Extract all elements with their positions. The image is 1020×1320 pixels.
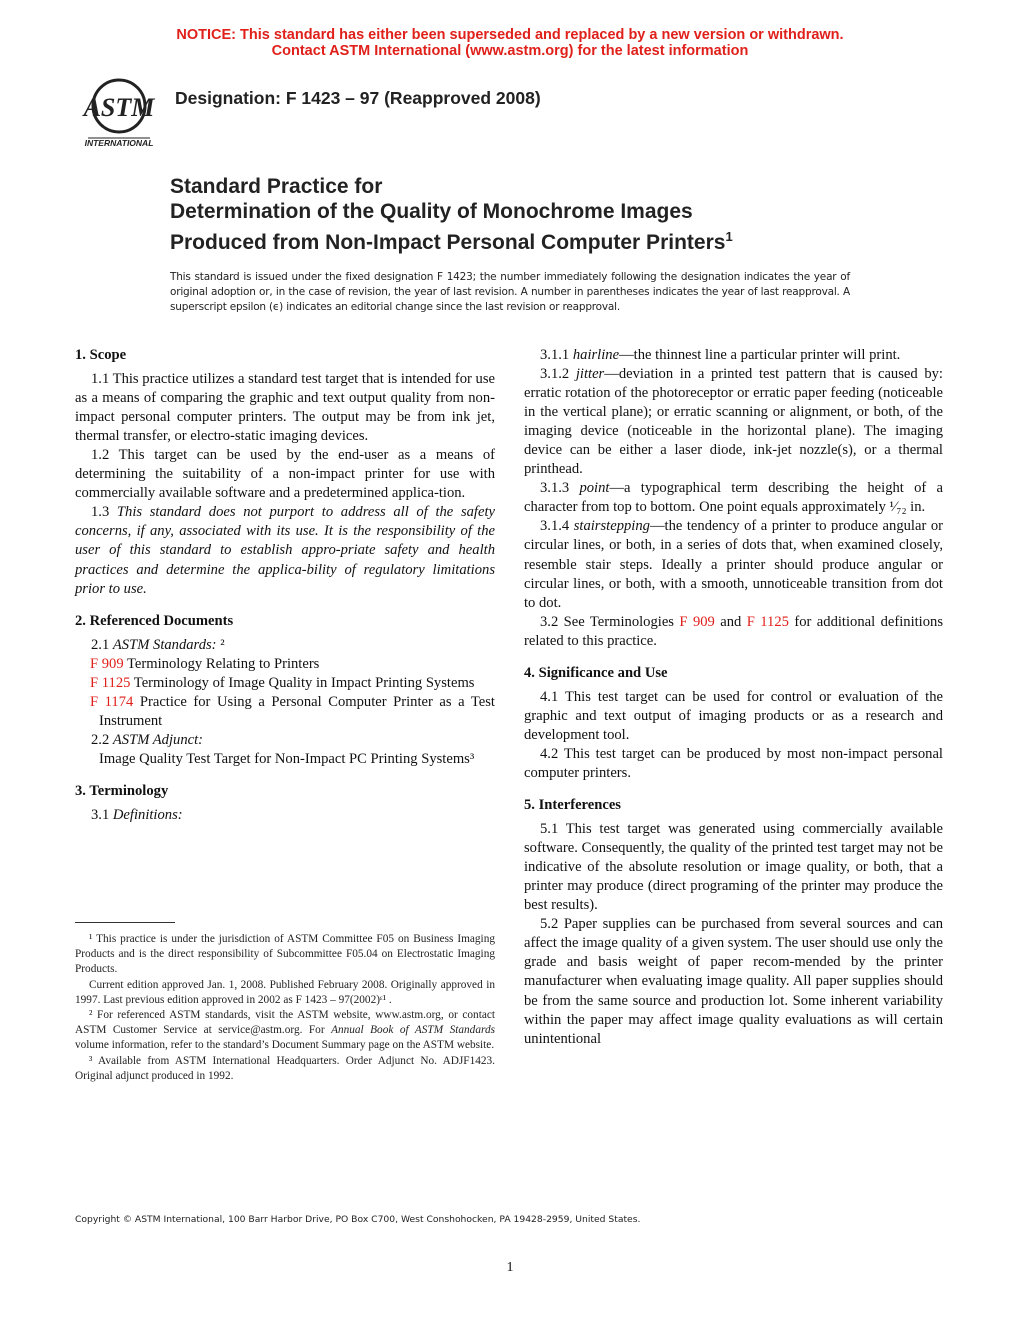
paragraph xyxy=(524,820,943,915)
title-line-1: Standard Practice for xyxy=(170,175,383,198)
text-span: ASTM Adjunct: xyxy=(112,731,204,748)
svg-text:ASTM: ASTM xyxy=(83,93,155,122)
paragraph xyxy=(75,1054,495,1084)
notice-line-2: Contact ASTM International (www.astm.org) for the latest information xyxy=(271,43,749,59)
page-number: 1 xyxy=(506,1260,514,1275)
text-span: Definitions: xyxy=(112,807,183,824)
notice-banner xyxy=(0,27,1020,59)
paragraph xyxy=(524,915,943,1048)
text-span: jitter xyxy=(575,366,605,383)
text-span: 2.2 xyxy=(91,731,113,748)
text-span: 1.3 xyxy=(91,504,117,521)
paragraph xyxy=(75,750,495,769)
paragraph xyxy=(524,365,943,479)
paragraph xyxy=(524,613,943,651)
left-column xyxy=(75,346,495,825)
reference-item xyxy=(75,693,495,731)
text-span: 5.1 This test target was generated using commercially available software. Consequently, the quality of the printed test target may not be indicative of the absolute resolution or image quality, or both, that a printer may produce (direct programing of the printer may produce the best results). xyxy=(524,821,943,914)
text-span: 5.2 Paper supplies can be purchased from several sources and can affect the image quality of a given system. The user should use only the grade and basis weight of paper recom-mended by the printer manufacturer when evaluating image quality. All paper supplies should be from the same source and production lot. Some inherent variability within the paper may affect image quality evaluations as will certain unintentional xyxy=(524,916,943,1047)
text-span: 3.2 See Terminologies xyxy=(540,613,680,630)
text-span: This standard does not purport to address all of the safety concerns, if any, associated with its use. It is the responsibility of the user of this standard to establish appro-priate safety and health practices and determine the applica-bility of regulatory limitations prior to use. xyxy=(75,504,495,597)
svg-text:INTERNATIONAL: INTERNATIONAL xyxy=(84,138,154,148)
paragraph xyxy=(524,346,943,365)
text-span: stairstepping xyxy=(573,518,650,535)
document-title xyxy=(170,174,733,255)
text-span: —the tendency of a printer to produce angular or circular lines, or both, in a series of dots that, when examined closely, resemble stair steps. Ideally a printer should produce angular or circular lines, or both, with a smooth, unnoticeable transition from dot to dot. xyxy=(524,518,943,611)
section-heading: 3. Terminology xyxy=(75,782,169,799)
paragraph xyxy=(524,688,943,745)
paragraph xyxy=(75,932,495,978)
text-span: hairline xyxy=(572,347,620,363)
paragraph xyxy=(75,731,495,750)
section-heading: 2. Referenced Documents xyxy=(75,612,234,629)
title-line-3-text: Produced from Non-Impact Personal Computer Printers xyxy=(170,231,726,254)
paragraph xyxy=(75,503,495,598)
text-span: —the thinnest line a particular printer will print. xyxy=(619,347,901,363)
text-span: and xyxy=(714,613,747,630)
footnote-divider xyxy=(75,922,175,923)
text-span: 2.1 xyxy=(91,636,113,653)
paragraph xyxy=(75,1008,495,1054)
reference-item xyxy=(75,655,495,674)
text-span: —deviation in a printed test pattern that is caused by: erratic rotation of the photoreceptor or erratic paper feeding (noticeable in the vertical plane); or erratic scanning or alignment, or both, of the imaging device (noticeable in the horizontal plane). The imaging device can be either a laser diode, ink-jet nozzle(s), or a thermal printhead. xyxy=(524,366,943,478)
text-span: 3.1.1 xyxy=(540,347,573,363)
text-span: 4.1 This test target can be used for control or evaluation of the graphic and text output of imaging products or as a research and development tool. xyxy=(524,688,943,743)
section-heading: 4. Significance and Use xyxy=(524,664,668,681)
section-heading: 1. Scope xyxy=(75,347,127,363)
footnotes xyxy=(75,932,495,1084)
text-span: 4.2 This test target can be produced by most non-impact personal computer printers. xyxy=(524,745,943,781)
copyright: Copyright © ASTM International, 100 Barr Harbor Drive, PO Box C700, West Conshohocken, PA 19428-2959, United States. xyxy=(75,1214,641,1225)
text-span: 3.1 xyxy=(91,807,113,824)
paragraph xyxy=(75,978,495,1008)
text-span: ¹ This practice is under the jurisdiction of ASTM Committee F05 on Business Imaging Products and is the direct responsibility of Subcommittee F05.04 on Electrostatic Imaging Products. xyxy=(75,933,495,976)
paragraph xyxy=(75,636,495,655)
text-span: for additional definitions related to this practice. xyxy=(524,613,944,649)
text-span: Terminology of Image Quality in Impact Printing Systems xyxy=(130,674,475,691)
notice-line-1: NOTICE: This standard has either been superseded and replaced by a new version or withdrawn. xyxy=(176,27,844,43)
text-span: ² For referenced ASTM standards, visit the ASTM website, www.astm.org, or contact ASTM Customer Service at service@astm.org. For xyxy=(75,1009,495,1037)
text-span: ³ Available from ASTM International Headquarters. Order Adjunct No. ADJF1423. Original adjunct produced in 1992. xyxy=(75,1054,495,1082)
text-span: Current edition approved Jan. 1, 2008. Published February 2008. Originally approved in 1997. Last previous edition approved in 2002 as F 1423 – 97(2002)ᵋ¹ . xyxy=(75,978,495,1006)
issued-note: This standard is issued under the fixed designation F 1423; the number immediately following the designation indicates the year of original adoption or, in the case of revision, the year of last revision. A number in parentheses indicates the year of last reapproval. A superscript epsilon (ϵ) indicates an editorial change since the last revision or reapproval. xyxy=(170,271,850,314)
text-span: 3.1.3 xyxy=(540,480,580,497)
text-span: 1.1 This practice utilizes a standard test target that is intended for use as a means of comparing the graphic and text output quality from non-impact personal computer printers. The output may be from ink jet, thermal transfer, or electro-static imaging devices. xyxy=(75,371,495,445)
text-span: —a typographical term describing the height of a character from top to bottom. One point equals approximately ¹⁄₇₂ in. xyxy=(524,480,943,516)
paragraph xyxy=(524,517,943,612)
standard-link[interactable]: F 1125 xyxy=(746,613,789,630)
section-heading: 5. Interferences xyxy=(524,797,621,814)
paragraph xyxy=(524,745,943,783)
paragraph xyxy=(524,479,943,517)
standard-link[interactable]: F 1125 xyxy=(90,674,131,691)
astm-logo xyxy=(78,76,160,148)
text-span: Annual Book of ASTM Standards xyxy=(331,1024,495,1037)
text-span: Practice for Using a Personal Computer Printer as a Test Instrument xyxy=(99,693,495,729)
standard-link[interactable]: F 909 xyxy=(90,655,124,672)
title-line-2: Determination of the Quality of Monochrome Images xyxy=(170,200,693,223)
reference-item xyxy=(75,674,495,693)
paragraph xyxy=(75,806,495,825)
text-span: Image Quality Test Target for Non-Impact PC Printing Systems³ xyxy=(99,750,475,767)
title-footnote-mark: 1 xyxy=(725,229,733,244)
paragraph xyxy=(75,446,495,503)
designation: Designation: F 1423 – 97 (Reapproved 2008) xyxy=(175,88,541,108)
text-span: 3.1.2 xyxy=(540,366,576,383)
text-span: 3.1.4 xyxy=(540,518,574,535)
text-span: Terminology Relating to Printers xyxy=(123,655,320,672)
text-span: ASTM Standards: xyxy=(112,636,217,653)
standard-link[interactable]: F 909 xyxy=(679,613,715,630)
text-span: point xyxy=(579,480,610,497)
paragraph xyxy=(75,370,495,446)
text-span: volume information, refer to the standard’s Document Summary page on the ASTM website. xyxy=(75,1039,495,1052)
text-span: ² xyxy=(216,636,225,653)
text-span: 1.2 This target can be used by the end-user as a means of determining the suitability of a non-impact printer for use with commercially available software and a predetermined applica-tion. xyxy=(75,447,495,502)
right-column xyxy=(524,346,943,1049)
standard-link[interactable]: F 1174 xyxy=(90,693,134,710)
title-line-3 xyxy=(170,224,733,255)
